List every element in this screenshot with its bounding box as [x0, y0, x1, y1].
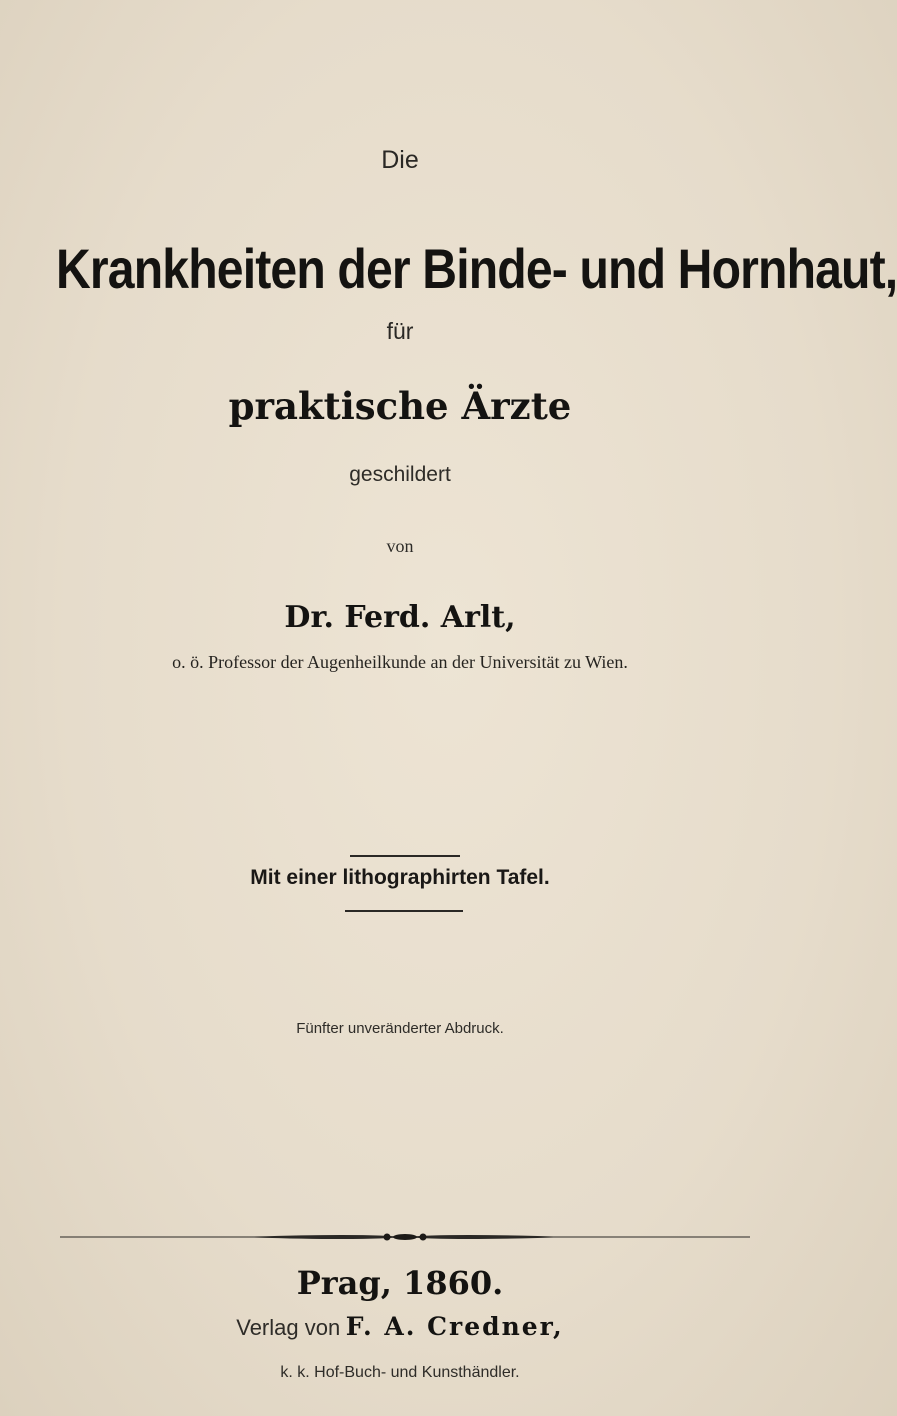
edition-note: Fünfter unveränderter Abdruck. — [296, 1020, 504, 1037]
rule-above-plate-note — [350, 855, 460, 857]
author-name: Dr. Ferd. Arlt, — [284, 600, 516, 635]
described-word: geschildert — [349, 463, 451, 486]
author-affiliation: o. ö. Professor der Augenheilkunde an der Universität zu Wien. — [172, 652, 628, 672]
title-article: Die — [381, 146, 419, 174]
place-year: Prag, 1860. — [296, 1264, 504, 1302]
publisher-title: k. k. Hof-Buch- und Kunsthändler. — [280, 1364, 520, 1381]
book-title: Krankheiten der Binde- und Hornhaut, — [56, 237, 897, 300]
publisher-line — [0, 1312, 800, 1341]
plate-note: Mit einer lithographirten Tafel. — [250, 866, 550, 889]
ornamental-rule — [60, 1231, 750, 1243]
rule-below-plate-note — [345, 910, 463, 912]
publisher-prefix: Verlag von — [236, 1315, 341, 1340]
for-word: für — [386, 318, 414, 344]
by-word: von — [386, 536, 414, 556]
publisher-name: F. A. Credner, — [345, 1312, 564, 1341]
audience: praktische Ärzte — [228, 384, 572, 428]
